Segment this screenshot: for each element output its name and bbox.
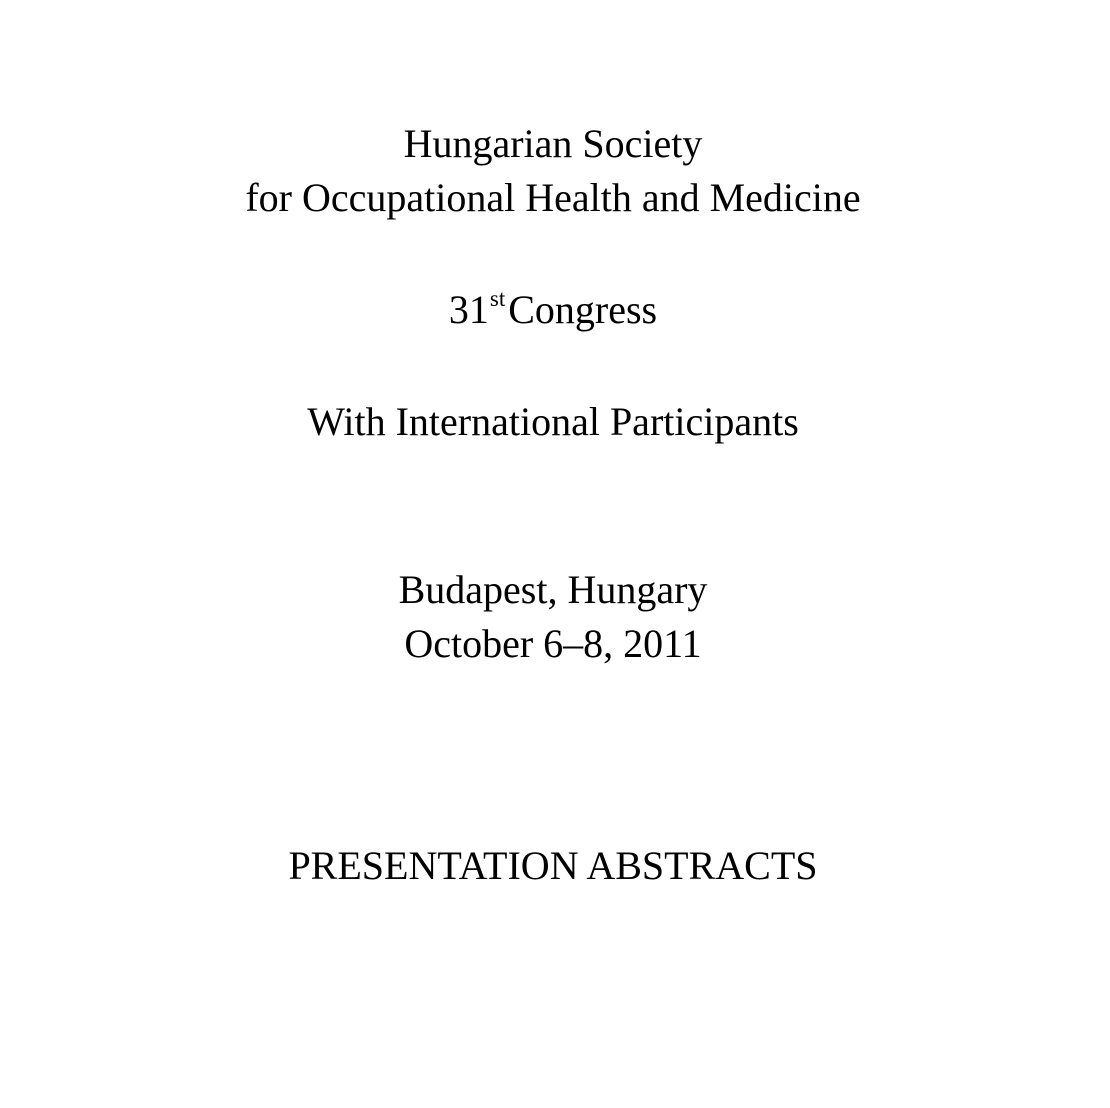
congress-title (0, 286, 1106, 340)
society-name-line-1: Hungarian Society (403, 121, 703, 166)
participants-line: With International Participants (307, 399, 799, 444)
society-name-line-2: for Occupational Health and Medicine (245, 175, 861, 220)
congress-number: 31 (448, 287, 489, 332)
location-line: Budapest, Hungary (398, 567, 708, 612)
section-title: PRESENTATION ABSTRACTS (288, 843, 818, 888)
congress-ordinal-suffix: st (489, 286, 506, 311)
dates-line: October 6–8, 2011 (404, 621, 702, 666)
congress-word: Congress (508, 287, 658, 332)
